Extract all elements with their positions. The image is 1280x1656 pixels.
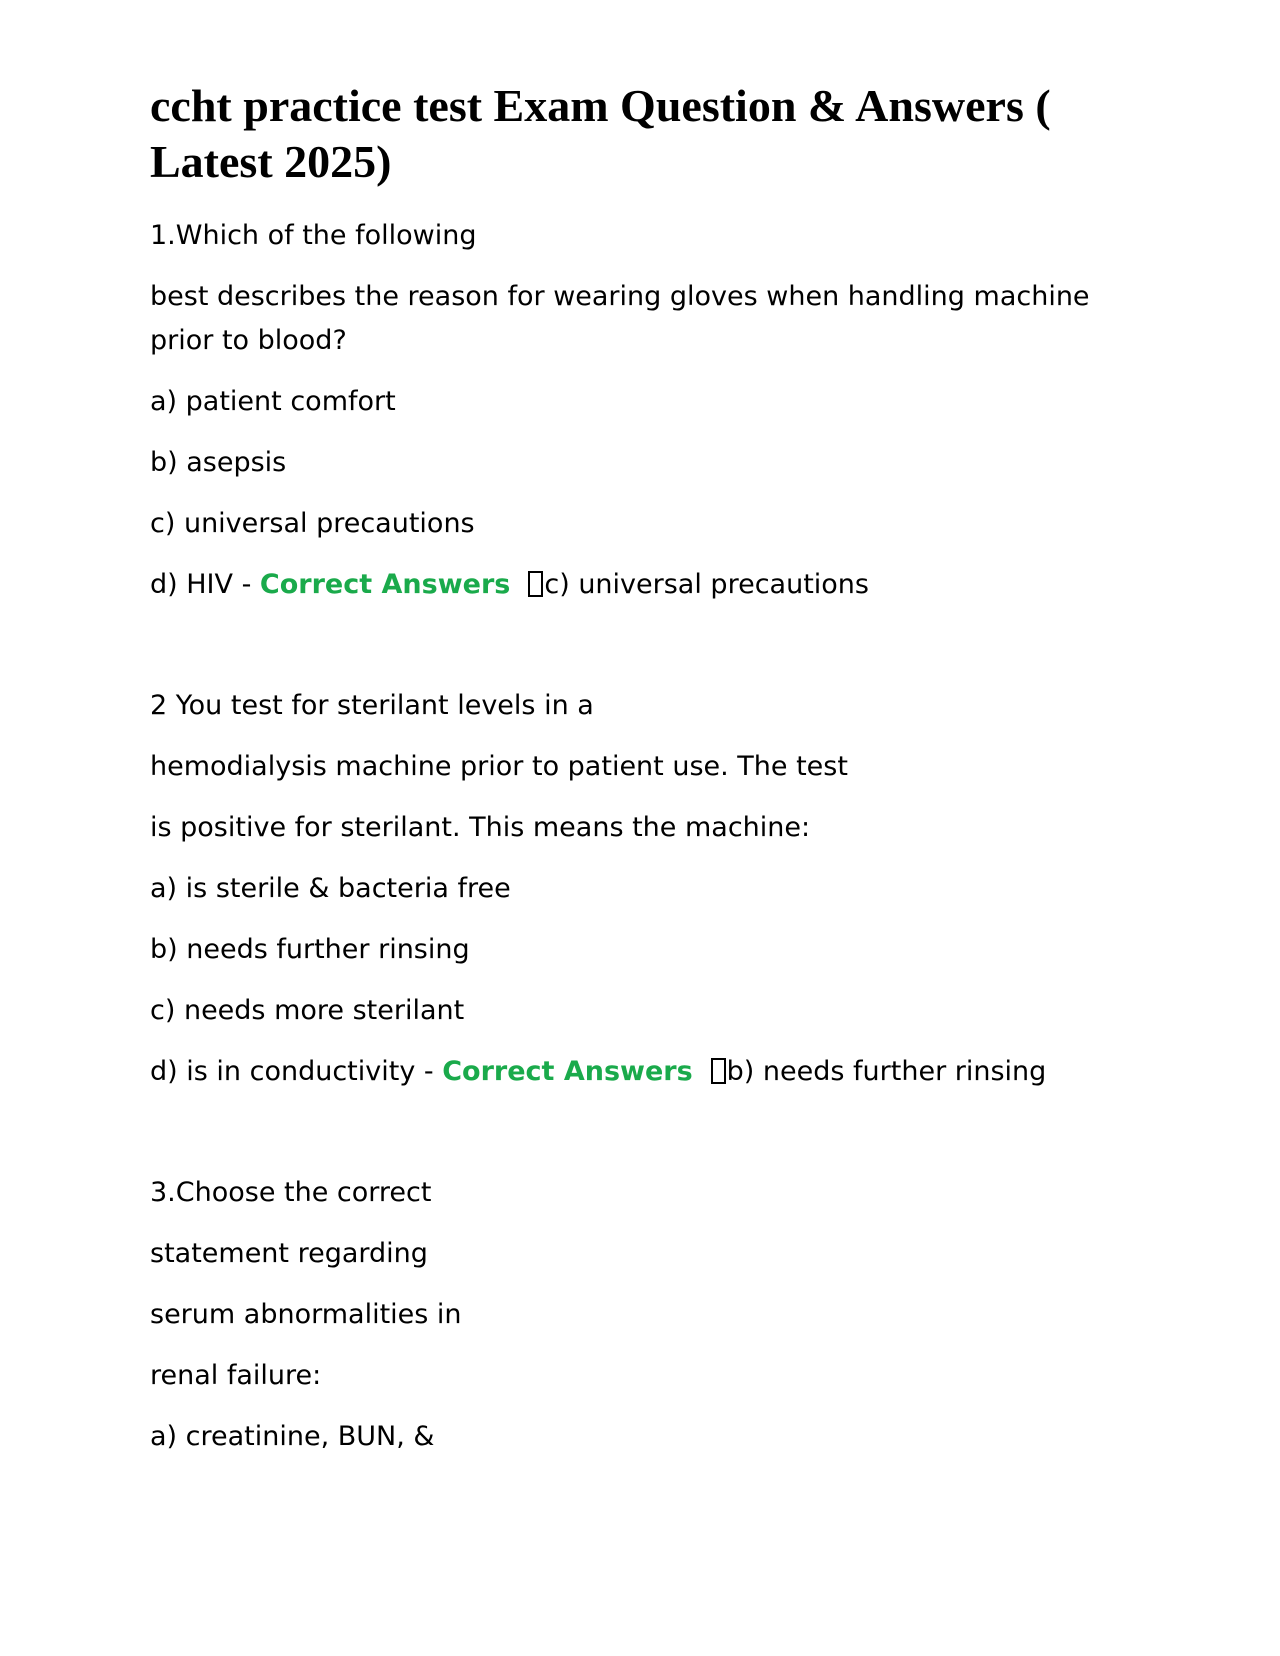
document-content: [150, 78, 1140, 1476]
question-3-line-4: renal failure:: [150, 1360, 322, 1391]
question-3-option-a: a) creatinine, BUN, &: [150, 1421, 435, 1452]
question-2-answer: b) needs further rinsing: [726, 1056, 1047, 1087]
question-3-line-1: 3.Choose the correct: [150, 1177, 432, 1208]
question-2-option-b: b) needs further rinsing: [150, 934, 470, 965]
question-2-option-d: [150, 1050, 1140, 1094]
question-2-line-3: is positive for sterilant. This means the machine:: [150, 812, 811, 843]
question-2-option-a: a) is sterile & bacteria free: [150, 873, 511, 904]
question-spacer: [150, 1111, 1140, 1171]
question-1-answer: c) universal precautions: [544, 569, 869, 600]
question-2-option-d-text: d) is in conductivity -: [150, 1056, 443, 1087]
question-2-option-c: c) needs more sterilant: [150, 995, 465, 1026]
checkbox-glyph-icon: [528, 571, 543, 597]
question-3-line-2: statement regarding: [150, 1238, 428, 1269]
question-2: [150, 684, 1140, 1094]
question-1-option-d-text: d) HIV -: [150, 569, 260, 600]
question-1-option-c: c) universal precautions: [150, 508, 475, 539]
document-title: ccht practice test Exam Question & Answers ( Latest 2025): [150, 80, 1051, 187]
question-1-line-1: 1.Which of the following: [150, 220, 477, 251]
question-3-line-3: serum abnormalities in: [150, 1299, 462, 1330]
question-spacer: [150, 624, 1140, 684]
question-1-option-d: [150, 563, 1140, 607]
question-1-option-b: b) asepsis: [150, 447, 287, 478]
question-2-line-1: 2 You test for sterilant levels in a: [150, 690, 594, 721]
question-1-line-2: best describes the reason for wearing gloves when handling machine prior to blood?: [150, 281, 1090, 356]
question-2-correct-label: Correct Answers: [442, 1056, 693, 1087]
question-1: [150, 214, 1140, 607]
question-3: [150, 1171, 1140, 1459]
question-2-line-2: hemodialysis machine prior to patient use. The test: [150, 751, 848, 782]
question-1-option-a: a) patient comfort: [150, 386, 396, 417]
question-1-correct-label: Correct Answers: [259, 569, 511, 600]
checkbox-glyph-icon: [711, 1058, 726, 1084]
